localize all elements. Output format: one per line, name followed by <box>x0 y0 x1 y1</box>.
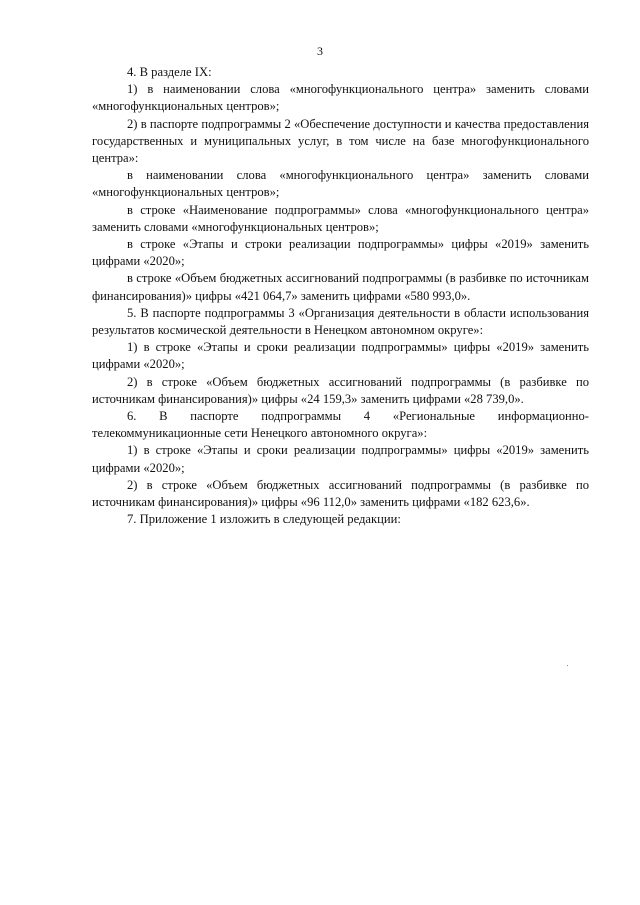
amendment-item-6-1: 1) в строке «Этапы и сроки реализации подпрограммы» цифры «2019» заменить цифрами «2020»; <box>92 443 589 475</box>
amendment-item-5-1: 1) в строке «Этапы и сроки реализации подпрограммы» цифры «2019» заменить цифрами «2020»; <box>92 340 589 372</box>
amendment-item-6-2: 2) в строке «Объем бюджетных ассигнований подпрограммы (в разбивке по источникам финансирования)» цифры «96 112,0» заменить цифрами «182 623,6». <box>92 477 589 510</box>
section-heading-item-7: 7. Приложение 1 изложить в следующей редакции: <box>127 512 401 527</box>
amendment-item-4-1: 1) в наименовании слова «многофункционального центра» заменить словами «многофункциональных центров»; <box>92 82 589 114</box>
section-heading-item-4: 4. В разделе IX: <box>127 65 212 79</box>
page-number: 3 <box>317 44 323 58</box>
section-heading-item-6: 6. В паспорте подпрограммы 4 «Региональные информационно-телекоммуникационные сети Ненецкого автономного округа»: <box>92 409 589 441</box>
amendment-subitem-budget: в строке «Объем бюджетных ассигнований подпрограммы (в разбивке по источникам финансирования)» цифры «421 064,7» заменить цифрами «580 993,0». <box>92 271 589 303</box>
amendment-subitem-name: в наименовании слова «многофункционального центра» заменить словами «многофункциональных центров»; <box>92 168 589 200</box>
amendment-item-5-2: 2) в строке «Объем бюджетных ассигнований подпрограммы (в разбивке по источникам финансирования)» цифры «24 159,3» заменить цифрами «28 739,0». <box>92 374 589 406</box>
amendment-subitem-program-name: в строке «Наименование подпрограммы» слова «многофункционального центра» заменить словами «многофункциональных центров»; <box>92 202 589 234</box>
document-body <box>92 64 589 528</box>
scan-speck <box>567 665 568 666</box>
section-heading-item-5: 5. В паспорте подпрограммы 3 «Организация деятельности в области использования результатов космической деятельности в Ненецком автономном округе»: <box>92 305 589 338</box>
amendment-item-4-2: 2) в паспорте подпрограммы 2 «Обеспечение доступности и качества предоставления государственных и муниципальных услуг, в том числе на базе многофункционального центра»: <box>92 116 589 166</box>
amendment-subitem-stages: в строке «Этапы и строки реализации подпрограммы» цифры «2019» заменить цифрами «2020»; <box>92 237 589 269</box>
